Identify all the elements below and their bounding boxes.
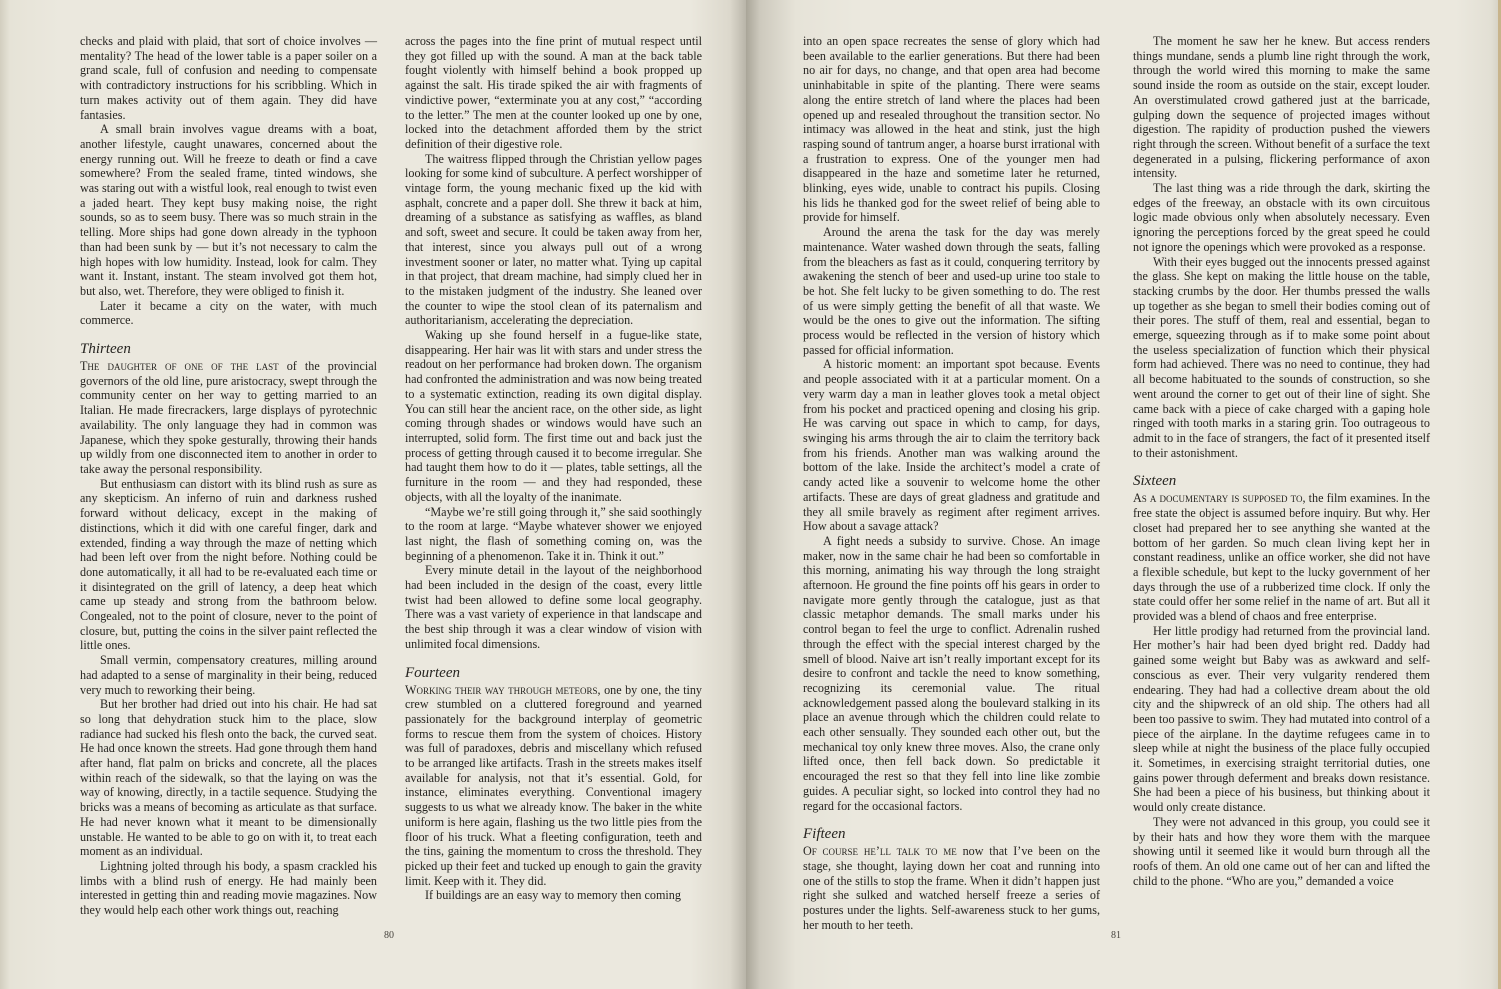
paragraph-text: the film examines. In the free state the object is assumed before inquiry. But why. Her closet had prepared her to see anything she wanted at the bottom of her garden. So much clean living kept her in constant readiness, unlike an office worker, she did not have a flexible schedule, but kept to the lucky government of her days through the use of a rubberized time clock. If only the state could offer her some relief in the name of art. But all it provided was a blend of chaos and free enterprise.	[1133, 491, 1430, 624]
page-number-left: 80	[384, 930, 394, 941]
small-caps-lead: The daughter of one of the last	[80, 359, 279, 374]
paragraph: They were not advanced in this group, you could see it by their hats and how they wore them with the marquee showing until it seemed like it would burn through all the roofs of them. An old one came out of her can and lifted the child to the phone. “Who are you,” demanded a voice	[1133, 814, 1430, 888]
left-page-column-1	[80, 34, 377, 920]
right-page-column-1	[803, 34, 1100, 932]
paragraph: Lightning jolted through his body, a spasm crackled his limbs with a blind rush of energy. He had mainly been interested in getting thin and reading movie magazines. Now they would help each other work things out, reaching	[80, 858, 377, 918]
small-caps-lead: As a documentary is supposed to,	[1133, 491, 1306, 506]
paragraph: A fight needs a subsidy to survive. Chose. An image maker, now in the same chair he had been so comfortable in this morning, animating his way through the long straight afternoon. He ground the fine points off his gears in order to navigate more gently through the catalogue, just as that classic metaphor demands. The small marks under his control began to feel the urge to conflict. Adrenalin rushed through the effect with the special interest charged by the smell of blood. Naive art isn’t really important except for its desire to confront and tackle the need to know something, recognizing its ceremonial value. The ritual acknowledgement passed along the boulevard stalking in its place an avenue through which the children could relate to each other sensually. They sounded each other out, but the mechanical toy only knew three moves. Also, the crane only lifted once, then fell back down. So predictable it encouraged the rest so that they fell into line like zombie guides. A peculiar sight, so locked into control they had no regard for the occasional factors.	[803, 533, 1100, 813]
chapter-heading-fourteen: Fourteen	[405, 664, 460, 681]
paragraph: But her brother had dried out into his chair. He had sat so long that dehydration stuck him to the place, slow radiance had sucked his flesh onto the back, the curved seat. He had once known the streets. Had gone through them hand after hand, flat palm on bricks and concrete, all the places within reach of the sidewalk, so that the laying on was the way of knowing, directly, in a tactile sequence. Studying the bricks was a means of becoming as articulate as that surface. He had never known what it meant to be dimensionally unstable. He wanted to be able to go on with it, to treat each moment as an individual.	[80, 697, 377, 859]
paragraph: Every minute detail in the layout of the neighborhood had been included in the design of the coast, every little twist had been allowed to define some local geography. There was a vast variety of experience in that landscape and the best ship through it was a clear window of vision with unlimited focal dimensions.	[405, 563, 702, 651]
paragraph: A historic moment: an important spot because. Events and people associated with it at a particular moment. On a very warm day a man in leather gloves took a metal object from his pocket and practiced opening and closing his grip. He was carving out space in which to camp, for days, swinging his arms through the air to claim the territory back from his friends. Another man was walking around the bottom of the lake. Inside the architect’s model a crate of candy acted like a souvenir to welcome home the other artifacts. These are days of great gladness and gratitude and they all smile bravely as regiment after regiment arrives. How about a savage attack?	[803, 357, 1100, 534]
paragraph: The last thing was a ride through the dark, skirting the edges of the freeway, an obstacle with its own circuitous logic made obvious only when absolutely necessary. Even ignoring the perceptions forced by the great speed he could not ignore the openings which were provoked as a response.	[1133, 181, 1430, 254]
paragraph	[803, 844, 1100, 932]
paragraph: The waitress flipped through the Christian yellow pages looking for some kind of subculture. A perfect worshipper of vintage form, the young mechanic fixed up the kid with asphalt, concrete and a paper doll. She threw it back at him, dreaming of a substance as satisfying as waffles, as bland and soft, sweet and secure. It could be taken away from her, that interest, since you always pull out of a wrong investment sooner or later, no matter what. Tying up capital in that project, that dream machine, had simply clued her in to the mistaken judgment of the industry. She leaned over the counter to wipe the stool clean of its paternalism and authoritarianism, accelerating the depreciation.	[405, 151, 702, 328]
chapter-heading-thirteen: Thirteen	[80, 341, 131, 358]
paragraph: With their eyes bugged out the innocents pressed against the glass. She kept on making the little house on the table, stacking crumbs by the door. Her thumbs pressed the walls up together as she began to smell their bodies coming out of their pores. The stuff of them, real and essential, began to emerge, squeezing through as if to make some point about the useless specialization of function which their physical form had achieved. There was no need to continue, they had all become habituated to the sounds of construction, so she went around the corner to get out of their line of sight. She came back with a piece of cake charged with a gaping hole ringed with tooth marks in a staring grin. Too outrageous to admit to in the face of strangers, the fact of it presented itself to their astonishment.	[1133, 254, 1430, 460]
paragraph: checks and plaid with plaid, that sort of choice involves — mentality? The head of the lower table is a paper soiler on a grand scale, full of confusion and needing to compensate with contradictory instructions for his scribbling. Which in turn makes activity out of them again. They did have fantasies.	[80, 34, 377, 122]
paragraph: Later it became a city on the water, with much commerce.	[80, 298, 377, 328]
paragraph: But enthusiasm can distort with its blind rush as sure as any skepticism. An inferno of ruin and darkness rushed forward without delicacy, except in the making of distinctions, which it did with one careful finger, dark and extended, finding a way through the maze of netting which had been left over from the night before. Nothing could be done automatically, it all had to be re-evaluated each time or it disintegrated on the grill of latency, a deep heat which came up steady and strong from the bathroom below. Congealed, not to the point of closure, never to the point of closure, but, putting the coins in the silver paint reflected the little ones.	[80, 476, 377, 653]
paragraph	[405, 683, 702, 889]
paragraph: across the pages into the fine print of mutual respect until they got filled up with the sound. A man at the back table fought violently with himself behind a book propped up against the salt. His tirade spiked the air with fragments of vindictive power, “exterminate you at any cost,” “according to the letter.” The men at the counter looked up one by one, locked into the detachment afforded them by the strict definition of their digestive role.	[405, 34, 702, 151]
paragraph: A small brain involves vague dreams with a boat, another lifestyle, caught unawares, concerned about the energy running out. Will he freeze to death or find a cave somewhere? From the sealed frame, tinted windows, she was staring out with a wistful look, real enough to twist even a jaded heart. They kept busy making noise, the right sounds, so as to seem busy. There was so much strain in the telling. More ships had gone down already in the typhoon than had been sunk by — but it’s not necessary to calm the high hopes with low humidity. Instead, look for calm. They want it. Instant, instant. The steam involved got them hot, but also, wet. Therefore, they were obliged to finish it.	[80, 122, 377, 298]
paragraph: The moment he saw her he knew. But access renders things mundane, sends a plumb line right through the work, through the world wired this morning to make the same sound inside the room as outside on the stair, except louder. An overstimulated crowd gathered just at the barricade, gulping down the sequence of projected images without digestion. The rapidity of production pushed the viewers right through the screen. Without benefit of a surface the text degenerated in a pulsing, flickering performance of axon intensity.	[1133, 34, 1430, 181]
small-caps-lead: Working their way through meteors,	[405, 682, 601, 697]
paragraph: Waking up she found herself in a fugue-like state, disappearing. Her hair was lit with stars and under stress the readout on her performance had broken down. The organism had confronted the administration and was now being treated to a systematic extinction, reading its own digital display. You can still hear the ancient race, on the other side, as light coming through shades or windows would have such an interrupted, solid form. The first time out and back just the process of getting through caused it to become irregular. She had taught them how to do it — plates, table settings, all the furniture in the room — and they had responded, these objects, with all the loyalty of the inanimate.	[405, 328, 702, 504]
paragraph: If buildings are an easy way to memory then coming	[425, 888, 681, 903]
paragraph-text: now that I’ve been on the stage, she thought, laying down her coat and running into one of the stills to stop the frame. When it didn’t happen just right she sulked and watched herself freeze a series of postures under the lights. Self-awareness stuck to her gums, her mouth to her teeth.	[803, 844, 1100, 932]
paragraph-text: one by one, the tiny crew stumbled on a cluttered foreground and yearned passionately for the background interplay of geometric forms to rescue them from the system of choices. History was full of paradoxes, debris and miscellany which refused to be arranged like artifacts. Trash in the streets makes itself available for analysis, not that it’s essential. Gold, for instance, eliminates everything. Conventional imagery suggests to us what we already know. The baker in the white uniform is here again, flashing us the two little pies from the floor of his truck. What a fleeting configuration, teeth and the tins, gaining the momentum to cross the threshold. They picked up their feet and tucked up enough to gain the gravity limit. Keep with it. They did.	[405, 682, 702, 888]
chapter-heading-sixteen: Sixteen	[1133, 473, 1177, 490]
left-page	[0, 0, 746, 989]
left-page-column-2	[405, 34, 702, 920]
paragraph: Her little prodigy had returned from the provincial land. Her mother’s hair had been dyed bright red. Daddy had gained some weight but Baby was as awkward and self-conscious as ever. Their very vulgarity rendered them endearing. They had had a collective dream about the old city and the shipwreck of an old ship. The others had all been too passive to swim. They had mutated into control of a piece of the airplane. In the daytime refugees came in to sleep while at night the business of the place fully occupied it. Sometimes, in exercising straight territorial duties, one gains power through deferment and breaks down resistance. She had been a piece of his business, but thinking about it would only create distance.	[1133, 623, 1430, 815]
paragraph-text: of the provincial governors of the old line, pure aristocracy, swept through the community center on her way to getting married to an Italian. He made firecrackers, large displays of pyrotechnic availability. The only language they had in common was Japanese, which they spoke gesturally, throwing their hands up wildly from one disconnected item to another in order to take away the personal responsibility.	[80, 359, 377, 476]
chapter-heading-fifteen: Fifteen	[803, 826, 846, 843]
right-page	[746, 0, 1501, 989]
small-caps-lead: Of course he’ll talk to me	[803, 844, 957, 859]
paragraph: Small vermin, compensatory creatures, milling around had adapted to a sense of marginality in their being, reduced very much to reworking their being.	[80, 653, 377, 697]
paragraph: Around the arena the task for the day was merely maintenance. Water washed down through the seats, falling from the bleachers as fast as it could, conquering territory by awakening the stench of beer and used-up urine too stale to be hot. She felt lucky to be given something to do. The rest of us were simply getting the benefit of all that waste. We would be the ones to give out the information. The sifting process would be reflected in the version of history which passed for official information.	[803, 225, 1100, 357]
paragraph	[1133, 491, 1430, 623]
paragraph	[80, 359, 377, 477]
right-page-column-2	[1133, 34, 1430, 920]
paragraph: into an open space recreates the sense of glory which had been available to the earlier generations. But there had been no air for days, no change, and that open area had become uninhabitable in spite of the planting. There were seams along the entire stretch of land where the places had been opened up and resealed throughout the transition sector. No intimacy was allowed in the heat and stink, just the high rasping sound of tantrum anger, a hoarse burst irrational with a frustration to express. One of the younger men had disappeared in the haze and sometime later he returned, blinking, eyes wide, unable to contract his pupils. Closing his lids he thanked god for the sweet relief of being able to provide for himself.	[803, 34, 1100, 225]
page-number-right: 81	[1111, 930, 1121, 941]
paragraph: “Maybe we’re still going through it,” she said soothingly to the room at large. “Maybe whatever shower we enjoyed last night, the flash of something coming on, was the beginning of a phenomenon. Take it in. Think it out.”	[405, 504, 702, 563]
